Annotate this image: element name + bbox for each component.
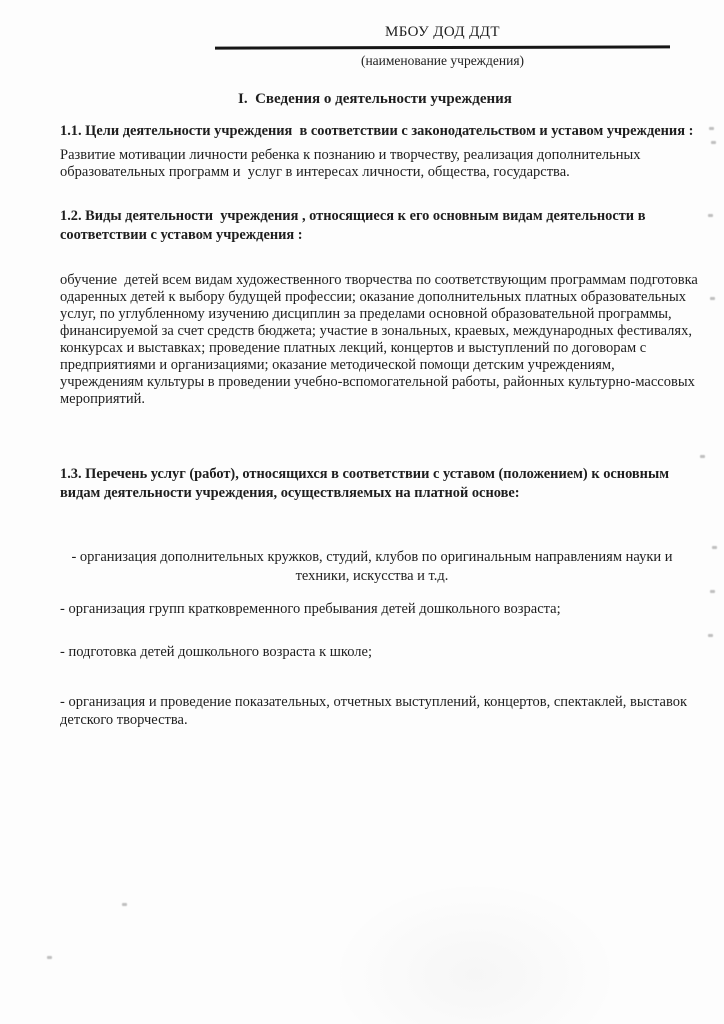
service-list-item: - подготовка детей дошкольного возраста к школе;: [60, 644, 372, 660]
document-header: [215, 22, 670, 69]
section-1-3-heading: 1.3. Перечень услуг (работ), относящихся в соответствии с уставом (положением) к основным видам деятельности учреждения, осуществляемых на платной основе:: [60, 466, 673, 501]
scan-artifact: [122, 903, 127, 906]
signature-underline: [215, 45, 670, 49]
scan-artifact: [710, 590, 715, 593]
service-list-item: - организация дополнительных кружков, студий, клубов по оригинальным направлениям науки и техники, искусства и т.д.: [71, 549, 677, 584]
document-title: I. Сведения о деятельности учреждения: [238, 91, 512, 107]
section-1-2-body: обучение детей всем видам художественного творчества по соответствующим программам подготовка одаренных детей к выбору будущей профессии; оказание дополнительных платных образовательных услуг, по углубленному изучению дисциплин за пределами основной образовательной программы, финансируемой за счет средств бюджета; участие в зональных, краевых, международных фестивалях, конкурсах и выставках; проведение платных лекций, концертов и выступлений по договорам с предприятиями и организациями; оказание методической помощи детским учреждениям, учреждениям культуры в проведении учебно-вспомогательной работы, районных культурно-массовых мероприятий.: [60, 272, 702, 407]
scan-bleedthrough-artifact: [330, 880, 620, 1024]
section-1-2-heading: 1.2. Виды деятельности учреждения , относящиеся к его основным видам деятельности в соответствии с уставом учреждения :: [60, 208, 650, 243]
document-body: [60, 122, 700, 729]
scan-artifact: [708, 214, 713, 217]
scan-artifact: [47, 956, 52, 959]
institution-name-caption: (наименование учреждения): [360, 53, 525, 68]
institution-name: МБОУ ДОД ДДТ: [385, 24, 500, 40]
scan-artifact: [710, 297, 715, 300]
section-1-1-heading: 1.1. Цели деятельности учреждения в соответствии с законодательством и уставом учреждения :: [60, 123, 694, 139]
service-list-item: - организация и проведение показательных, отчетных выступлений, концертов, спектаклей, выставок детского творчества.: [60, 694, 691, 728]
scan-artifact: [700, 455, 705, 458]
scan-artifact: [708, 634, 713, 637]
service-list-item: - организация групп кратковременного пребывания детей дошкольного возраста;: [60, 601, 561, 617]
section-1-1-body: Развитие мотивации личности ребенка к познанию и творчеству, реализация дополнительных образовательных программ и услуг в интересах личности, общества, государства.: [60, 147, 645, 180]
scan-artifact: [712, 546, 717, 549]
scan-artifact: [711, 141, 716, 144]
scan-artifact: [709, 127, 714, 130]
